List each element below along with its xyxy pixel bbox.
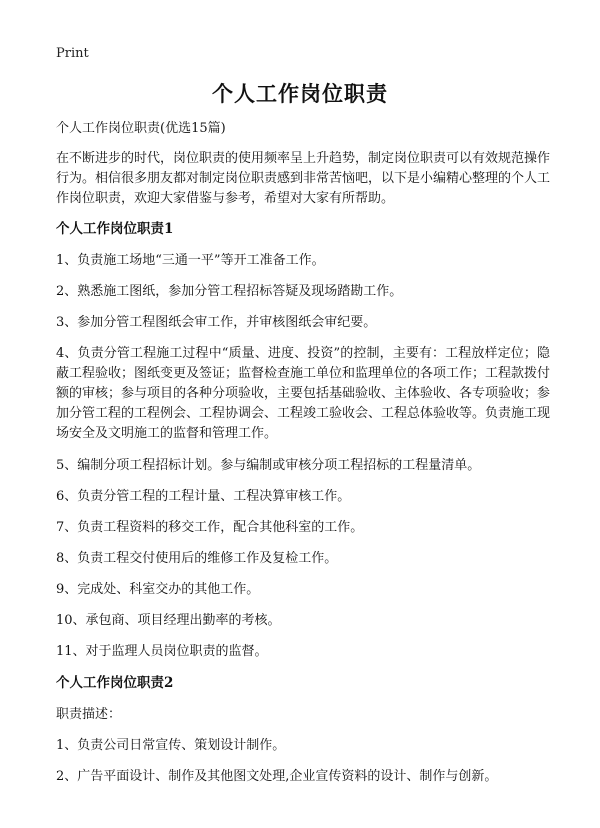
list-item: 2、熟悉施工图纸，参加分管工程招标答疑及现场踏勘工作。 <box>56 284 403 299</box>
list-item: 2、广告平面设计、制作及其他图文处理,企业宣传资料的设计、制作与创新。 <box>56 769 498 784</box>
list-item: 1、负责公司日常宣传、策划设计制作。 <box>56 738 286 753</box>
list-item: 6、负责分管工程的工程计量、工程决算审核工作。 <box>56 489 351 504</box>
article-intro: 在不断进步的时代，岗位职责的使用频率呈上升趋势，制定岗位职责可以有效规范操作行为。相信很多朋友都对制定岗位职责感到非常苦恼吧，以下是小编精心整理的个人工作岗位职责，欢迎大家借鉴与参考，希望对大家有所帮助。 <box>56 151 551 206</box>
article-body <box>56 119 550 798</box>
list-item: 8、负责工程交付使用后的维修工作及复检工作。 <box>56 551 338 566</box>
section-heading-1: 个人工作岗位职责1 <box>56 221 174 237</box>
list-item: 1、负责施工场地“三通一平”等开工准备工作。 <box>56 253 325 268</box>
print-link[interactable]: Print <box>56 46 89 61</box>
list-item: 11、对于监理人员岗位职责的监督。 <box>56 644 268 659</box>
list-item: 3、参加分管工程图纸会审工作，并审核图纸会审纪要。 <box>56 315 377 330</box>
list-item: 9、完成处、科室交办的其他工作。 <box>56 582 260 597</box>
article-subtitle: 个人工作岗位职责(优选15篇) <box>56 121 226 136</box>
list-item: 10、承包商、项目经理出勤率的考核。 <box>56 613 281 628</box>
list-item: 7、负责工程资料的移交工作，配合其他科室的工作。 <box>56 520 364 535</box>
page-title: 个人工作岗位职责 <box>212 81 388 106</box>
section-heading-2: 个人工作岗位职责2 <box>56 675 174 691</box>
list-item: 4、负责分管工程施工过程中“质量、进度、投资”的控制，主要有：工程放样定位；隐蔽工程验收；图纸变更及签证；监督检查施工单位和监理单位的各项工作；工程款拨付额的审核；参与项目的各种分项验收，主要包括基础验收、主体验收、各专项验收；参加分管工程的工程例会、工程协调会、工程竣工验收会、工程总体验收等。负责施工现场安全及文明施工的监督和管理工作。 <box>56 346 551 441</box>
list-item: 5、编制分项工程招标计划。参与编制或审核分项工程招标的工程量清单。 <box>56 458 481 473</box>
section-label: 职责描述： <box>56 707 122 722</box>
